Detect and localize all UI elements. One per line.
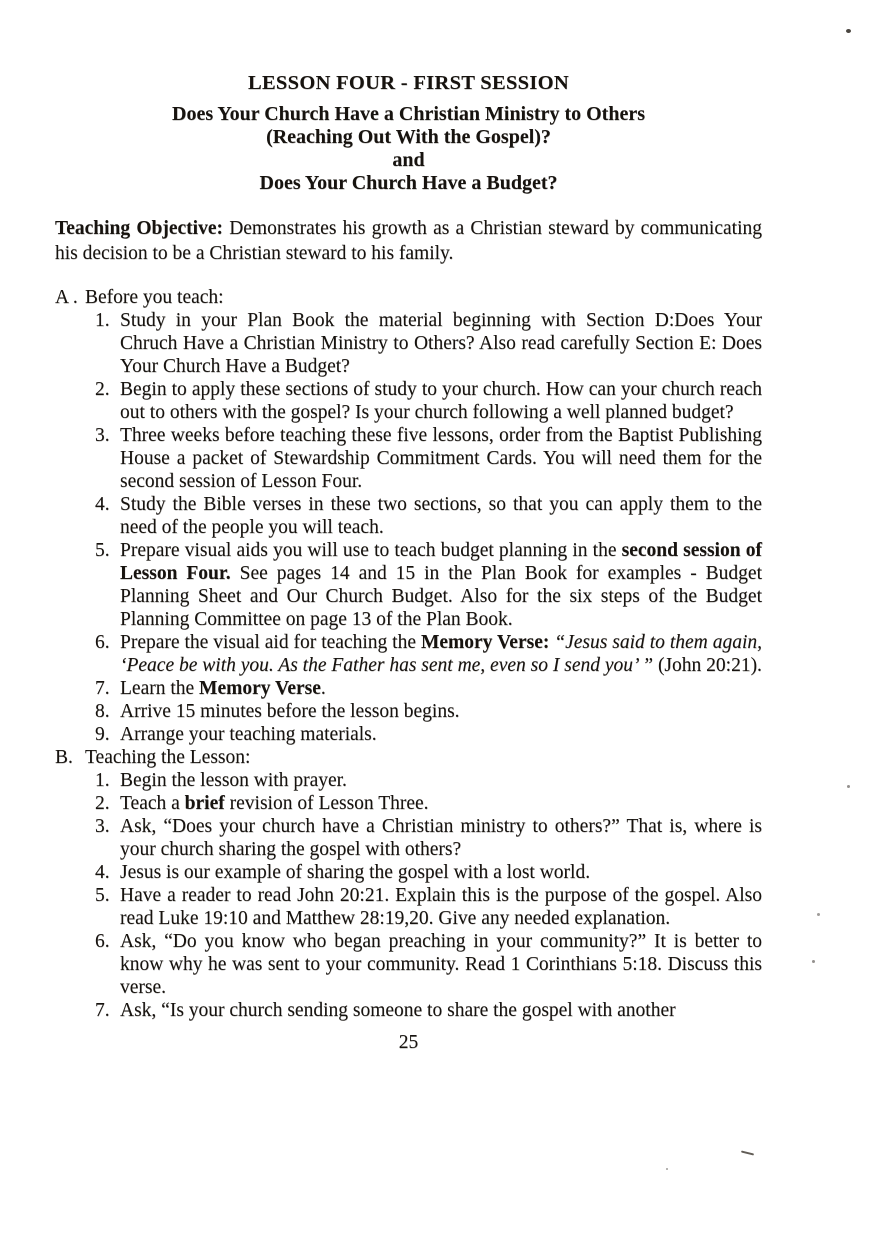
list-item xyxy=(55,493,762,539)
item-text xyxy=(120,309,762,378)
list-item xyxy=(55,309,762,378)
text-run: Prepare the visual aid for teaching the xyxy=(120,632,421,653)
text-run: . xyxy=(320,678,326,699)
item-text xyxy=(120,631,762,677)
text-run: Jesus is our example of sharing the gospel with a lost world. xyxy=(120,862,591,883)
lesson-title-line-2: (Reaching Out With the Gospel)? xyxy=(266,126,551,148)
outline-section xyxy=(55,286,762,746)
item-number: 5. xyxy=(95,540,110,561)
list-item xyxy=(55,539,762,631)
text-run: revision of Lesson Three. xyxy=(224,793,429,814)
item-text xyxy=(120,861,762,884)
list-item xyxy=(55,999,762,1022)
lesson-title-block xyxy=(55,103,762,195)
item-number: 2. xyxy=(95,379,110,400)
lesson-title-line-3: and xyxy=(392,149,425,171)
bold-run: Memory Verse: xyxy=(420,632,550,653)
text-run: See pages 14 and 15 in the Plan Book for examples - Budget Planning Sheet and Our Church Budget. Also for the six steps of the Budget Planning Committee on page 13 of the Plan Book. xyxy=(120,563,762,630)
text-run: Teach a xyxy=(120,793,185,814)
item-text xyxy=(120,723,762,746)
text-run: Learn the xyxy=(120,678,200,699)
page-number: 25 xyxy=(398,1032,419,1053)
item-text xyxy=(120,378,762,424)
bold-run: Memory Verse xyxy=(199,678,321,699)
list-item xyxy=(55,424,762,493)
item-text xyxy=(120,769,762,792)
item-number: 7. xyxy=(95,678,110,699)
scan-pen-tick xyxy=(741,1150,754,1155)
text-run: Three weeks before teaching these five lessons, order from the Baptist Publishing House a packet of Stewardship Commitment Cards. You will need them for the second session of Lesson Four. xyxy=(120,425,762,492)
list-item xyxy=(55,884,762,930)
list-item xyxy=(55,378,762,424)
list-item xyxy=(55,677,762,700)
text-run: Ask, “Does your church have a Christian ministry to others?” That is, where is your church sharing the gospel with others? xyxy=(120,816,762,860)
scan-speck xyxy=(846,29,851,33)
item-text xyxy=(120,792,762,815)
text-run: Ask, “Do you know who began preaching in your community?” It is better to know why he was sent to your community. Read 1 Corinthians 5:18. Discuss this verse. xyxy=(120,931,762,998)
list-item xyxy=(55,930,762,999)
item-text xyxy=(120,930,762,999)
item-number: 6. xyxy=(95,632,110,653)
text-run: Study in your Plan Book the material beginning with Section D:Does Your Chruch Have a Christian Ministry to Others? Also read carefully Section E: Does Your Church Have a Budget? xyxy=(120,310,762,377)
item-number: 9. xyxy=(95,724,110,745)
lesson-title-line-1: Does Your Church Have a Christian Ministry to Others xyxy=(172,103,645,125)
item-text xyxy=(120,999,762,1022)
list-item xyxy=(55,700,762,723)
text-run: Arrange your teaching materials. xyxy=(120,724,377,745)
item-number: 8. xyxy=(95,701,110,722)
italic-run: “Jesus said to them again, ‘Peace be with you. As the Father has sent me, even so I send you’ ” xyxy=(120,632,762,676)
item-number: 3. xyxy=(95,816,110,837)
lesson-outline xyxy=(55,286,762,1022)
list-item xyxy=(55,769,762,792)
item-number: 4. xyxy=(95,862,110,883)
item-text xyxy=(120,815,762,861)
list-item xyxy=(55,631,762,677)
teaching-objective-text: Demonstrates his growth as a Christian steward by communicating his decision to be a Christian steward to his family. xyxy=(55,218,762,264)
item-number: 5. xyxy=(95,885,110,906)
text-run: Ask, “Is your church sending someone to share the gospel with another xyxy=(120,1000,676,1021)
item-text xyxy=(120,493,762,539)
item-number: 3. xyxy=(95,425,110,446)
item-number: 1. xyxy=(95,310,110,331)
list-item xyxy=(55,792,762,815)
section-letter: B. xyxy=(55,747,73,768)
item-text xyxy=(120,677,762,700)
item-text xyxy=(120,884,762,930)
item-number: 2. xyxy=(95,793,110,814)
section-heading: Teaching the Lesson: xyxy=(85,747,251,768)
section-heading-row xyxy=(55,286,762,309)
item-number: 6. xyxy=(95,931,110,952)
text-run: Have a reader to read John 20:21. Explain this is the purpose of the gospel. Also read Luke 19:10 and Matthew 28:19,20. Give any needed explanation. xyxy=(120,885,762,929)
item-number: 4. xyxy=(95,494,110,515)
item-text xyxy=(120,539,762,631)
text-run: Begin the lesson with prayer. xyxy=(120,770,347,791)
text-run: (John 20:21). xyxy=(653,655,762,676)
text-run: Arrive 15 minutes before the lesson begins. xyxy=(120,701,460,722)
page-content xyxy=(55,0,762,1054)
list-item xyxy=(55,723,762,746)
outline-section xyxy=(55,746,762,1022)
item-number: 7. xyxy=(95,1000,110,1021)
item-text xyxy=(120,700,762,723)
item-text xyxy=(120,424,762,493)
text-run: Study the Bible verses in these two sections, so that you can apply them to the need of the people you will teach. xyxy=(120,494,762,538)
text-run: Begin to apply these sections of study to your church. How can your church reach out to others with the gospel? Is your church following a well planned budget? xyxy=(120,379,762,423)
bold-run: brief xyxy=(184,793,225,814)
teaching-objective xyxy=(55,216,762,266)
teaching-objective-label: Teaching Objective: xyxy=(55,218,223,239)
scan-speck xyxy=(817,913,820,916)
bold-run: second session of Lesson Four. xyxy=(120,540,762,584)
lesson-session-title: LESSON FOUR - FIRST SESSION xyxy=(247,72,569,94)
section-letter: A . xyxy=(55,287,78,308)
list-item xyxy=(55,815,762,861)
lesson-title-line-4: Does Your Church Have a Budget? xyxy=(259,172,558,194)
scan-speck xyxy=(847,785,850,788)
scan-speck xyxy=(666,1168,668,1170)
item-number: 1. xyxy=(95,770,110,791)
list-item xyxy=(55,861,762,884)
scan-speck xyxy=(812,960,815,963)
text-run: Prepare visual aids you will use to teach budget planning in the xyxy=(120,540,622,561)
section-heading: Before you teach: xyxy=(85,287,224,308)
section-heading-row xyxy=(55,746,762,769)
